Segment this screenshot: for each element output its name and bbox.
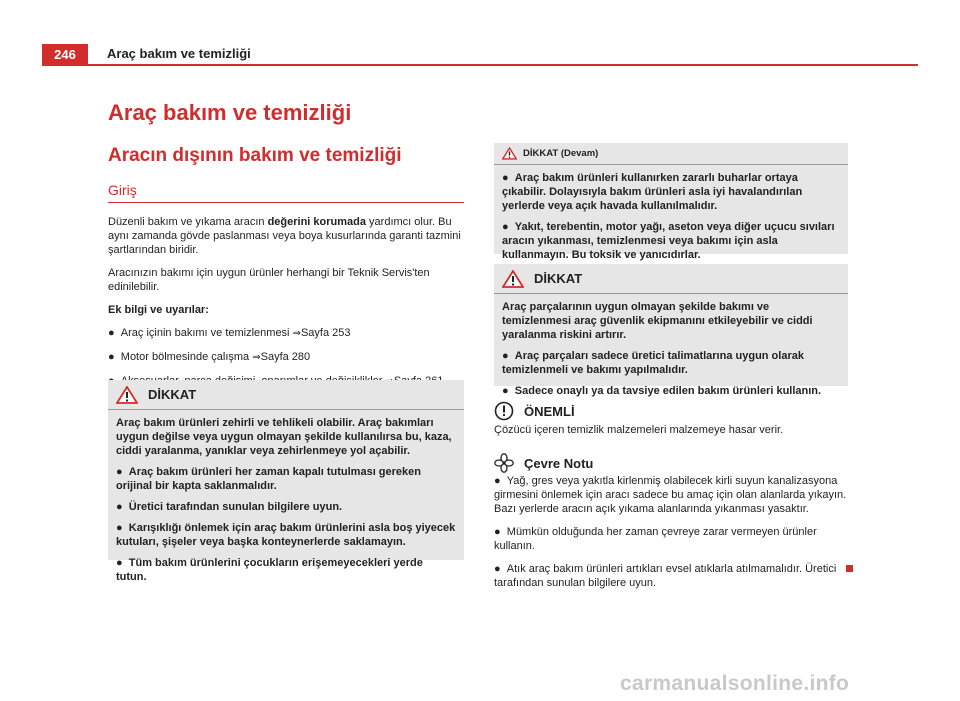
warning-body (494, 294, 848, 404)
warning-body (494, 165, 848, 268)
page-number: 246 (42, 44, 88, 66)
bullet-icon: ● (502, 385, 509, 397)
arrow-icon: ⇒ (252, 352, 261, 363)
list-item: ● Araç parçaları sadece üretici talimatlarına uygun olarak temizlenmeli ve bakımı yapılmalıdır. (502, 350, 804, 376)
bullet-icon: ● (116, 466, 123, 478)
list-item: ● Atık araç bakım ürünleri artıkları evsel atıklarla atılmamalıdır. Üretici tarafından sunulan bilgilere uyun. (494, 563, 837, 589)
environment-heading (494, 453, 593, 473)
list-item: ● Yağ, gres veya yakıtla kirlenmiş olabilecek kirli suyun kanalizasyona girmesini önlemek için aracı sadece bu amaç için olan alanlarda yıkayın. Bazı yerlerde aracın açık yıkama alanlarında yıkanması yasaktır. (494, 475, 847, 515)
list-item: ● Sadece onaylı ya da tavsiye edilen bakım ürünleri kullanın. (502, 385, 822, 397)
important-text: Çözücü içeren temizlik malzemeleri malzemeye hasar verir. (494, 424, 784, 436)
list-item: ● Yakıt, terebentin, motor yağı, aseton veya diğer uçucu sıvıları aracın yıkanması, temizlenmesi veya bakımı için asla kullanmayın. Bu toksik ve yanıcıdırlar. (502, 221, 835, 261)
warning-triangle-icon (116, 386, 138, 404)
warning-intro: Araç parçalarının uygun olmayan şekilde bakımı ve temizlenmesi araç güvenlik ekipmanını etkileyebilir ve ciddi yaralanma riskini artırır. (502, 301, 813, 341)
bullet-icon: ● (494, 563, 501, 575)
warning-header (494, 264, 848, 294)
page-link[interactable]: Sayfa 280 (260, 351, 311, 363)
warning-intro: Araç bakım ürünleri zehirli ve tehlikeli olabilir. Araç bakımları uygun değilse veya uygun olmayan şekilde kullanılırsa bu, kaza, ciddi yaralanma, yanıklar veya zehirlenmeye yol açabilir. (116, 417, 452, 457)
section-heading: Giriş (108, 182, 464, 203)
page-subtitle: Aracın dışının bakım ve temizliği (108, 145, 402, 166)
bullet-icon: ● (494, 475, 501, 487)
bullet-icon: ● (502, 172, 509, 184)
products-paragraph: Aracınızın bakımı için uygun ürünler herhangi bir Teknik Servis'ten edinilebilir. (108, 267, 430, 293)
environment-body (494, 474, 850, 599)
bullet-icon: ● (116, 522, 123, 534)
section-end-marker (846, 565, 853, 572)
page-title: Araç bakım ve temizliği (108, 100, 352, 125)
warning-body (108, 410, 464, 590)
left-column (108, 215, 464, 398)
warning-header (494, 143, 848, 165)
list-item: ● Araç bakım ürünleri kullanırken zararlı buharlar ortaya çıkabilir. Dolayısıyla bakım ürünleri asla iyi havalandırılan yerlerde veya açık havada kullanılmalıdır. (502, 172, 803, 212)
extra-info-heading-text: Ek bilgi ve uyarılar: (108, 304, 209, 316)
list-item: ● Araç içinin bakımı ve temizlenmesi ⇒Sayfa 253 (108, 327, 351, 339)
bullet-icon: ● (108, 327, 115, 339)
list-item: ● Mümkün olduğunda her zaman çevreye zarar vermeyen ürünler kullanın. (494, 526, 817, 552)
warning-title: DİKKAT (Devam) (523, 147, 599, 159)
warning-title: DİKKAT (148, 386, 197, 402)
arrow-icon: ⇒ (292, 328, 301, 339)
environment-title: Çevre Notu (524, 455, 594, 471)
bullet-icon: ● (116, 557, 123, 569)
running-title: Araç bakım ve temizliği (107, 46, 251, 61)
bullet-icon: ● (116, 501, 123, 513)
extra-info-heading (108, 303, 464, 317)
page-link[interactable]: Sayfa 253 (300, 327, 351, 339)
warning-title: DİKKAT (534, 270, 583, 286)
warning-box (108, 380, 464, 583)
bullet-icon: ● (502, 350, 509, 362)
list-item: ● Araç bakım ürünleri her zaman kapalı tutulması gereken orijinal bir kapta saklanmalıdır. (116, 466, 421, 492)
important-heading (494, 401, 575, 421)
list-item: ● Tüm bakım ürünlerini çocukların erişemeyecekleri yerde tutun. (116, 557, 423, 583)
watermark: carmanualsonline.info (620, 672, 850, 695)
exclamation-circle-icon (494, 401, 514, 421)
list-item: ● Üretici tarafından sunulan bilgilere uyun. (116, 501, 343, 513)
bullet-icon: ● (108, 351, 115, 363)
list-item: ● Karışıklığı önlemek için araç bakım ürünlerini asla boş yiyecek kutuları, şişeler veya başka konteynerlerde saklamayın. (116, 522, 456, 548)
leaf-flower-icon (494, 453, 514, 473)
warning-box-continued (494, 143, 848, 261)
bullet-icon: ● (502, 221, 509, 233)
warning-triangle-icon (502, 147, 517, 160)
intro-text-2: yardımcı olur. Bu aynı zamanda gövde paslanması veya boya kusurlarında garanti tazmini şartlarından biridir. (108, 216, 461, 256)
list-item: ● Motor bölmesinde çalışma ⇒Sayfa 280 (108, 351, 311, 363)
important-title: ÖNEMLİ (524, 403, 575, 419)
warning-header (108, 380, 464, 410)
bullet-icon: ● (494, 526, 501, 538)
warning-triangle-icon (502, 270, 524, 288)
intro-emphasis: değerini korumada (267, 216, 366, 228)
intro-text-1: Düzenli bakım ve yıkama aracın (108, 216, 268, 228)
intro-paragraph (108, 215, 464, 257)
warning-box (494, 264, 848, 397)
